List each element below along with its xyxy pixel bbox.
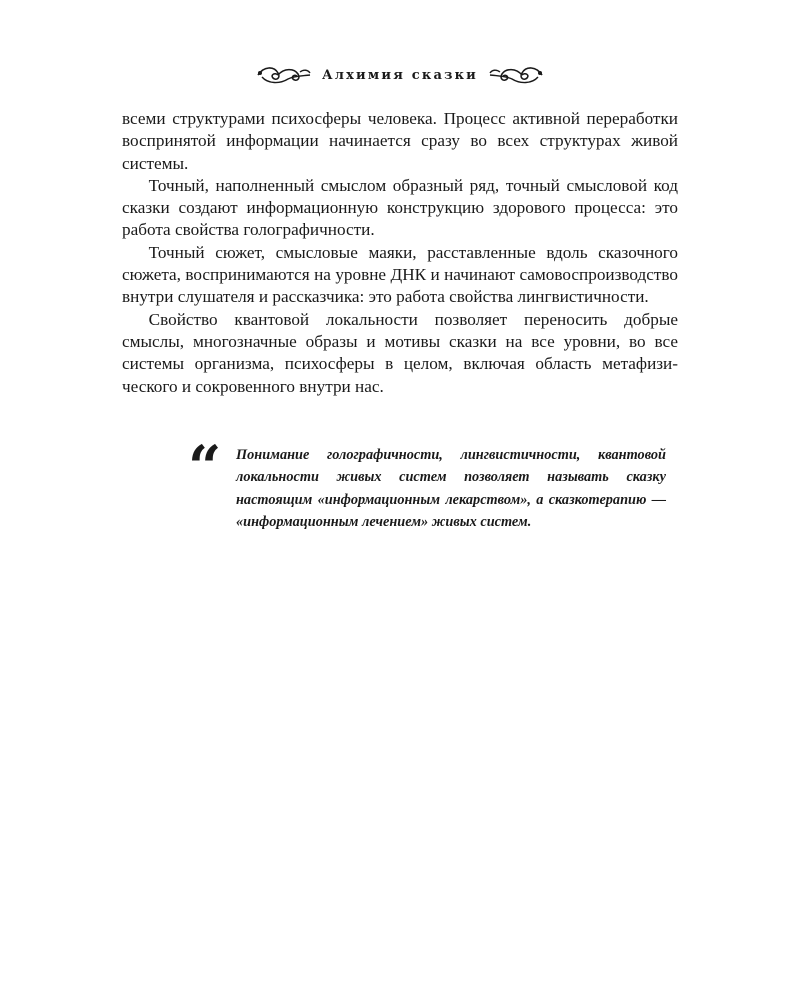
paragraph: Точный, наполненный смыслом образный ряд, точный смысловой код сказки создают информационную конструкцию здорового процесса: это работа свойства голографичности.: [122, 175, 678, 240]
running-title: Алхимия сказки: [321, 67, 479, 83]
paragraph: Свойство квантовой локальности позволяет переносить добрые смыслы, многозначные образы и мотивы сказки на все уровни, во все системы организма, психосферы в целом, включая область метафизического и сокровенного внутри нас.: [122, 309, 678, 396]
paragraph: всеми структурами психосферы человека. Процесс активной переработки воспринятой информации начинается сразу во всех структурах живой системы.: [122, 109, 678, 173]
quote-text: Понимание голографичности, лингвистичности, квантовой локальности живых систем позволяет называть сказку настоящим «информационным лекарством», а сказкотерапию — «информационным лечением» живых систем.: [236, 447, 666, 530]
left-flourish-icon: [254, 64, 314, 86]
quote-mark-icon: “: [188, 433, 219, 501]
running-head: [0, 64, 800, 86]
right-flourish-icon: [486, 64, 546, 86]
main-text: [122, 108, 678, 398]
paragraph: Точный сюжет, смысловые маяки, расставленные вдоль сказочного сюжета, воспринимаются на уровне ДНК и начинают самовоспроизводство внутри слушателя и рассказчика: это работа свойства лингвистичности.: [122, 242, 678, 307]
